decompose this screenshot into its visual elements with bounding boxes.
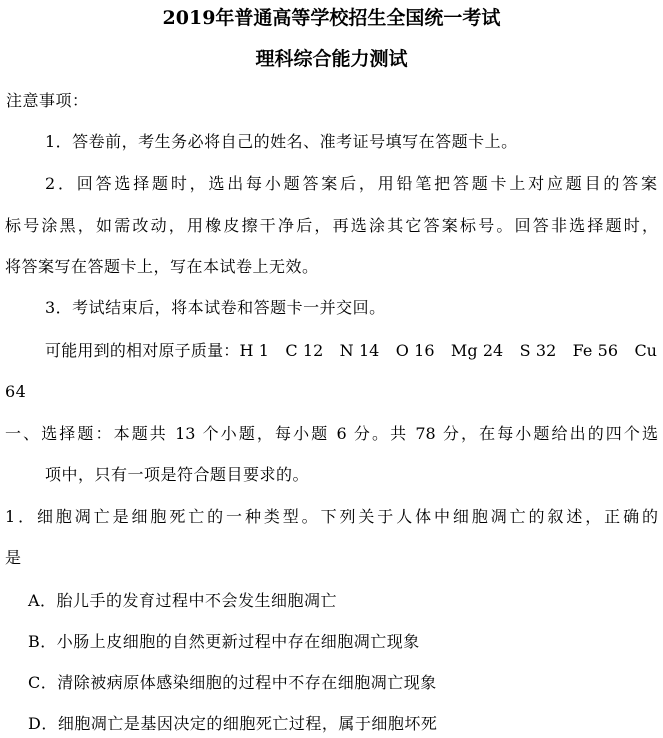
- question-1-stem-line-1: 1．细胞凋亡是细胞死亡的一种类型。下列关于人体中细胞凋亡的叙述，正确的: [5, 507, 658, 526]
- option-a: A．胎儿手的发育过程中不会发生细胞凋亡: [28, 591, 338, 610]
- note-3: 3．考试结束后，将本试卷和答题卡一并交回。: [45, 298, 386, 317]
- section-heading-line-1: 一、选择题：本题共 13 个小题，每小题 6 分。共 78 分，在每小题给出的四个选: [5, 424, 658, 443]
- notes-heading: 注意事项：: [6, 91, 89, 110]
- note-1: 1．答卷前，考生务必将自己的姓名、准考证号填写在答题卡上。: [45, 132, 518, 151]
- exam-title: 2019年普通高等学校招生全国统一考试: [162, 7, 501, 29]
- section-heading-line-2: 项中，只有一项是符合题目要求的。: [45, 465, 310, 484]
- atomic-mass-line-2: 64: [5, 382, 27, 401]
- option-d: D．细胞凋亡是基因决定的细胞死亡过程，属于细胞坏死: [28, 714, 438, 733]
- option-b: B．小肠上皮细胞的自然更新过程中存在细胞凋亡现象: [28, 632, 420, 651]
- note-2-line-3: 将答案写在答题卡上，写在本试卷上无效。: [5, 257, 319, 276]
- question-1-stem-line-2: 是: [5, 548, 22, 567]
- atomic-mass-line-1: 可能用到的相对原子质量：H 1 C 12 N 14 O 16 Mg 24 S 32 Fe 56 Cu: [45, 341, 657, 360]
- note-2-line-1: 2．回答选择题时，选出每小题答案后，用铅笔把答题卡上对应题目的答案: [45, 174, 657, 193]
- note-2-line-2: 标号涂黑，如需改动，用橡皮擦干净后，再选涂其它答案标号。回答非选择题时，: [5, 216, 658, 235]
- exam-subtitle: 理科综合能力测试: [255, 48, 408, 70]
- option-c: C．清除被病原体感染细胞的过程中不存在细胞凋亡现象: [28, 673, 437, 692]
